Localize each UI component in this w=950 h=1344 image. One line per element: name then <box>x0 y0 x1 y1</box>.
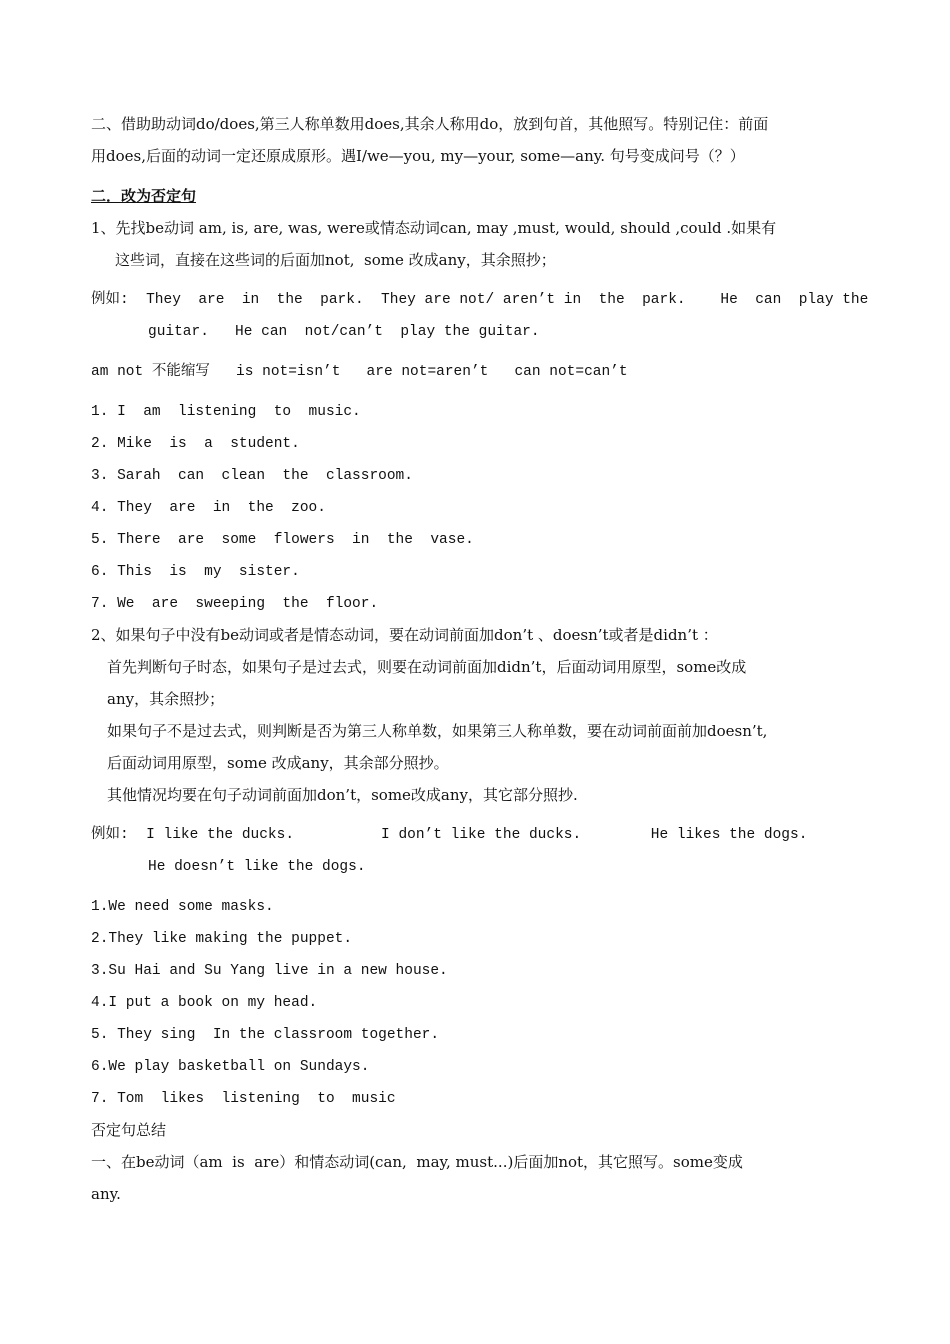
list-item: 2. Mike is a student. <box>91 436 300 452</box>
summary-line-2: any. <box>91 1185 121 1203</box>
example2-line-1: 例如: I like the ducks. I don’t like the ducks. He likes the dogs. <box>91 827 808 843</box>
list-item: 1. I am listening to music. <box>91 404 361 420</box>
rule2-line-2: 首先判断句子时态，如果句子是过去式，则要在动词前面加didn’t，后面动词用原型，some改成 <box>107 658 747 676</box>
intro-line-1: 二、借助助动词do/does,第三人称单数用does,其余人称用do，放到句首，其他照写。特别记住：前面 <box>91 115 769 133</box>
intro-line-2: 用does,后面的动词一定还原成原形。遇I/we—you, my—your, some—any. 句号变成问号（？） <box>91 147 745 165</box>
section-heading: 二．改为否定句 <box>91 187 197 205</box>
list-item: 5. There are some flowers in the vase. <box>91 532 474 548</box>
summary-line-1: 一、在be动词（am is are）和情态动词(can, may, must...)后面加not，其它照写。some变成 <box>91 1153 743 1171</box>
rule1-line-2: 这些词，直接在这些词的后面加not, some 改成any，其余照抄； <box>115 251 556 269</box>
example1-line-2: guitar. He can not/can’t play the guitar. <box>148 324 540 340</box>
contractions-note: am not 不能缩写 is not=isn’t are not=aren’t can not=can’t <box>91 364 628 380</box>
example1-line-1: 例如: They are in the park. They are not/ aren’t in the park. He can play the <box>91 292 869 308</box>
list-item: 4. They are in the zoo. <box>91 500 326 516</box>
rule2-line-5: 后面动词用原型，some 改成any，其余部分照抄。 <box>107 754 449 772</box>
list-item: 6.We play basketball on Sundays. <box>91 1059 370 1075</box>
rule2-line-6: 其他情况均要在句子动词前面加don’t，some改成any，其它部分照抄. <box>107 786 578 804</box>
list-item: 4.I put a book on my head. <box>91 995 318 1011</box>
rule1-line-1: 1、先找be动词 am, is, are, was, were或情态动词can, may ,must, would, should ,could .如果有 <box>91 219 777 237</box>
rule2-line-3: any，其余照抄； <box>107 690 225 708</box>
list-item: 5. They sing In the classroom together. <box>91 1027 440 1043</box>
list-item: 6. This is my sister. <box>91 564 300 580</box>
list-item: 7. We are sweeping the floor. <box>91 596 379 612</box>
list-item: 3.Su Hai and Su Yang live in a new house. <box>91 963 448 979</box>
list-item: 3. Sarah can clean the classroom. <box>91 468 413 484</box>
rule2-line-4: 如果句子不是过去式，则判断是否为第三人称单数，如果第三人称单数，要在动词前面前加doesn’t, <box>107 722 768 740</box>
list-item: 7. Tom likes listening to music <box>91 1091 396 1107</box>
list-item: 1.We need some masks. <box>91 899 274 915</box>
list-item: 2.They like making the puppet. <box>91 931 353 947</box>
rule2-line-1: 2、如果句子中没有be动词或者是情态动词，要在动词前面加don’t 、doesn’t或者是didn’t ： <box>91 626 718 644</box>
summary-title: 否定句总结 <box>91 1121 167 1139</box>
example2-line-2: He doesn’t like the dogs. <box>148 859 366 875</box>
